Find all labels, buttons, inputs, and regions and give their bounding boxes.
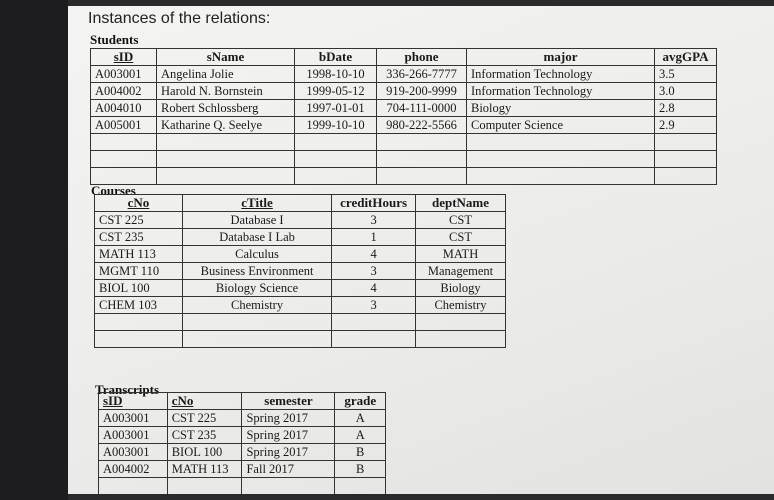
courses-body — [95, 212, 506, 348]
courses-cell-creditHours: 3 — [332, 297, 416, 314]
students-header-major: major — [467, 49, 655, 66]
students-body — [91, 66, 717, 185]
students-cell-sID: A004010 — [91, 100, 157, 117]
courses-cell-deptName: Chemistry — [416, 297, 506, 314]
transcripts-header-grade: grade — [335, 393, 386, 410]
students-header-row — [91, 49, 717, 66]
transcripts-cell-grade: B — [335, 444, 386, 461]
students-cell-sName: Katharine Q. Seelye — [157, 117, 295, 134]
students-cell-phone — [377, 151, 467, 168]
transcripts-cell-cNo — [167, 478, 242, 495]
courses-cell-deptName: MATH — [416, 246, 506, 263]
students-cell-major: Information Technology — [467, 66, 655, 83]
transcripts-header-row — [99, 393, 386, 410]
transcripts-table — [98, 392, 386, 500]
transcripts-body — [99, 410, 386, 500]
students-cell-major — [467, 168, 655, 185]
students-cell-sID — [91, 168, 157, 185]
students-header-avgGPA: avgGPA — [655, 49, 717, 66]
document-page — [68, 0, 774, 500]
table-row — [95, 212, 506, 229]
transcripts-cell-semester: Spring 2017 — [242, 410, 335, 427]
courses-header-cNo: cNo — [95, 195, 183, 212]
students-header-sName: sName — [157, 49, 295, 66]
students-cell-major: Biology — [467, 100, 655, 117]
students-cell-phone: 919-200-9999 — [377, 83, 467, 100]
courses-cell-creditHours — [332, 331, 416, 348]
table-row — [95, 280, 506, 297]
transcripts-cell-sID: A003001 — [99, 410, 168, 427]
transcripts-cell-sID: A003001 — [99, 444, 168, 461]
courses-cell-cNo — [95, 331, 183, 348]
transcripts-cell-sID — [99, 478, 168, 495]
courses-cell-deptName: Management — [416, 263, 506, 280]
students-cell-sID — [91, 134, 157, 151]
screen-bezel-bottom — [68, 494, 774, 500]
students-cell-major — [467, 134, 655, 151]
table-row — [99, 478, 386, 495]
transcripts-cell-cNo: MATH 113 — [167, 461, 242, 478]
students-cell-bDate — [295, 151, 377, 168]
courses-cell-cTitle: Biology Science — [182, 280, 331, 297]
transcripts-cell-grade: A — [335, 427, 386, 444]
courses-cell-cTitle: Calculus — [182, 246, 331, 263]
courses-cell-creditHours — [332, 314, 416, 331]
students-cell-avgGPA: 2.9 — [655, 117, 717, 134]
transcripts-cell-semester: Fall 2017 — [242, 461, 335, 478]
transcripts-cell-grade — [335, 478, 386, 495]
courses-cell-cTitle: Database I — [182, 212, 331, 229]
students-cell-sName: Harold N. Bornstein — [157, 83, 295, 100]
students-cell-phone — [377, 168, 467, 185]
students-cell-sID: A004002 — [91, 83, 157, 100]
courses-title: Courses — [91, 183, 136, 198]
transcripts-cell-semester — [242, 478, 335, 495]
students-cell-bDate — [295, 168, 377, 185]
courses-cell-creditHours: 4 — [332, 280, 416, 297]
students-title: Students — [90, 32, 139, 47]
students-cell-sName: Angelina Jolie — [157, 66, 295, 83]
students-cell-bDate — [295, 134, 377, 151]
courses-table — [94, 194, 506, 348]
table-row — [95, 331, 506, 348]
table-row — [91, 100, 717, 117]
students-header-sID: sID — [91, 49, 157, 66]
table-row — [95, 246, 506, 263]
page-heading: Instances of the relations: — [88, 10, 271, 27]
students-cell-bDate: 1999-05-12 — [295, 83, 377, 100]
students-cell-sID: A003001 — [91, 66, 157, 83]
table-row — [99, 444, 386, 461]
students-cell-bDate: 1998-10-10 — [295, 66, 377, 83]
transcripts-cell-sID: A003001 — [99, 427, 168, 444]
students-cell-sName: Robert Schlossberg — [157, 100, 295, 117]
students-cell-sName — [157, 151, 295, 168]
courses-cell-creditHours: 1 — [332, 229, 416, 246]
table-row — [95, 263, 506, 280]
courses-cell-cTitle: Database I Lab — [182, 229, 331, 246]
transcripts-cell-cNo: CST 235 — [167, 427, 242, 444]
courses-cell-deptName: Biology — [416, 280, 506, 297]
courses-cell-deptName — [416, 331, 506, 348]
courses-cell-cNo: MATH 113 — [95, 246, 183, 263]
transcripts-cell-sID: A004002 — [99, 461, 168, 478]
students-cell-sID: A005001 — [91, 117, 157, 134]
students-cell-phone: 980-222-5566 — [377, 117, 467, 134]
courses-cell-cNo: CHEM 103 — [95, 297, 183, 314]
students-cell-major — [467, 151, 655, 168]
courses-cell-cTitle — [182, 314, 331, 331]
table-row — [99, 427, 386, 444]
courses-cell-cNo: CST 235 — [95, 229, 183, 246]
table-row — [95, 229, 506, 246]
students-cell-avgGPA: 3.0 — [655, 83, 717, 100]
transcripts-cell-semester: Spring 2017 — [242, 427, 335, 444]
transcripts-header-sID: sID — [99, 393, 168, 410]
transcripts-cell-semester: Spring 2017 — [242, 444, 335, 461]
courses-cell-cNo: BIOL 100 — [95, 280, 183, 297]
students-cell-sID — [91, 151, 157, 168]
table-row — [95, 314, 506, 331]
courses-cell-creditHours: 4 — [332, 246, 416, 263]
students-header-bDate: bDate — [295, 49, 377, 66]
courses-cell-cNo — [95, 314, 183, 331]
table-row — [91, 83, 717, 100]
courses-cell-cTitle: Business Environment — [182, 263, 331, 280]
students-cell-major: Computer Science — [467, 117, 655, 134]
students-cell-avgGPA: 3.5 — [655, 66, 717, 83]
students-cell-avgGPA — [655, 151, 717, 168]
table-row — [91, 151, 717, 168]
transcripts-header-cNo: cNo — [167, 393, 242, 410]
transcripts-header-semester: semester — [242, 393, 335, 410]
table-row — [91, 66, 717, 83]
transcripts-cell-cNo: CST 225 — [167, 410, 242, 427]
courses-header-creditHours: creditHours — [332, 195, 416, 212]
students-cell-avgGPA — [655, 168, 717, 185]
courses-cell-cTitle: Chemistry — [182, 297, 331, 314]
students-cell-avgGPA: 2.8 — [655, 100, 717, 117]
students-cell-phone — [377, 134, 467, 151]
students-cell-major: Information Technology — [467, 83, 655, 100]
table-row — [99, 461, 386, 478]
courses-cell-deptName — [416, 314, 506, 331]
table-row — [91, 168, 717, 185]
students-cell-sName — [157, 134, 295, 151]
courses-cell-cTitle — [182, 331, 331, 348]
table-row — [91, 117, 717, 134]
courses-header-deptName: deptName — [416, 195, 506, 212]
courses-header-row — [95, 195, 506, 212]
courses-cell-cNo: MGMT 110 — [95, 263, 183, 280]
students-cell-bDate: 1997-01-01 — [295, 100, 377, 117]
courses-header-cTitle: cTitle — [182, 195, 331, 212]
table-row — [99, 410, 386, 427]
students-cell-bDate: 1999-10-10 — [295, 117, 377, 134]
courses-cell-creditHours: 3 — [332, 212, 416, 229]
table-row — [95, 297, 506, 314]
transcripts-title: Transcripts — [95, 382, 160, 397]
transcripts-cell-grade: A — [335, 410, 386, 427]
students-cell-phone: 704-111-0000 — [377, 100, 467, 117]
courses-cell-cNo: CST 225 — [95, 212, 183, 229]
courses-cell-deptName: CST — [416, 229, 506, 246]
students-cell-sName — [157, 168, 295, 185]
students-table — [90, 48, 717, 185]
courses-cell-deptName: CST — [416, 212, 506, 229]
students-header-phone: phone — [377, 49, 467, 66]
courses-cell-creditHours: 3 — [332, 263, 416, 280]
transcripts-cell-grade: B — [335, 461, 386, 478]
table-row — [91, 134, 717, 151]
students-cell-phone: 336-266-7777 — [377, 66, 467, 83]
students-cell-avgGPA — [655, 134, 717, 151]
transcripts-cell-cNo: BIOL 100 — [167, 444, 242, 461]
